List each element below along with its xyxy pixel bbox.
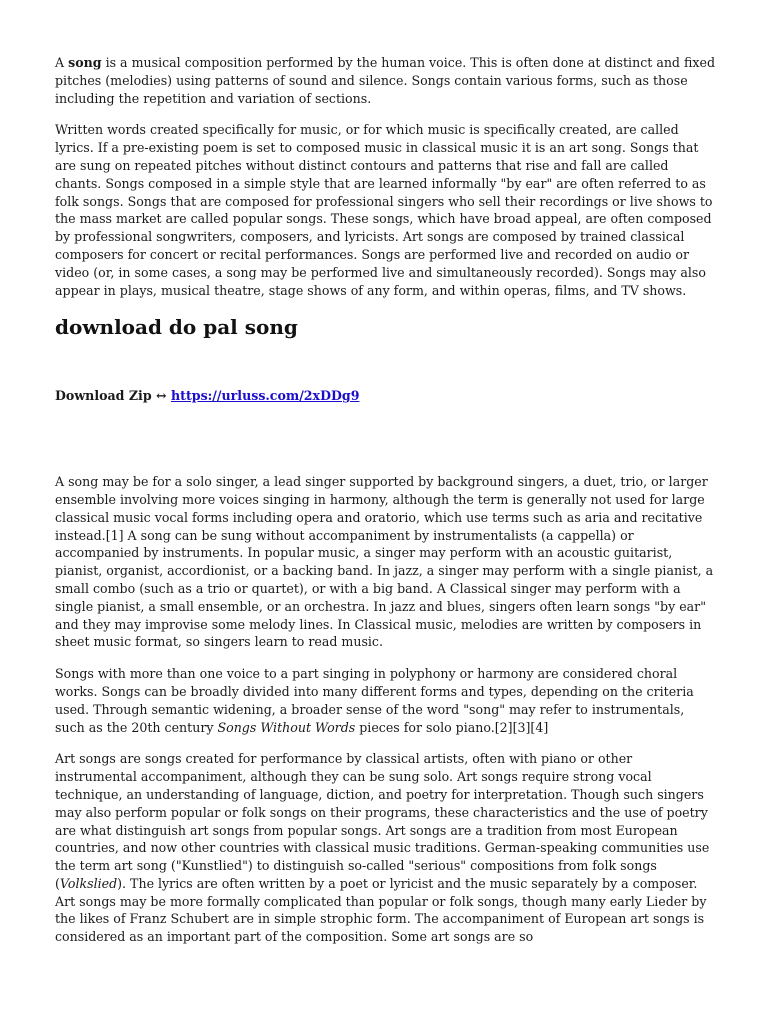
intro-rest: is a musical composition performed by the human voice. This is often done at distinct and fixed pitches (melodies) using patterns of sound and silence. Songs contain various forms, such as those including the repetition and variation of sections. [55,55,716,106]
download-link[interactable]: https://urluss.com/2xDDg9 [170,388,360,404]
intro-paragraph [55,54,717,107]
download-label: Download Zip ↔ [55,388,171,404]
art-songs-italic-term: Volkslied [59,875,118,891]
choral-italic-title: Songs Without Words [217,719,356,735]
document-body [55,54,717,946]
intro-term: song [68,55,102,70]
choral-paragraph [55,665,717,736]
choral-text-before: Songs with more than one voice to a part singing in polyphony or harmony are considered choral works. Songs can be broadly divided into many different forms and types, depending on the criteria used. Through semantic widening, a broader sense of the word "song" may refer to instrumentals, such as the 20th century [55,666,694,735]
lyrics-paragraph: Written words created specifically for music, or for which music is specifically created, are called lyrics. If a pre-existing poem is set to composed music in classical music it is an art song. Songs that are sung on repeated pitches without distinct contours and patterns that rise and fall are called chants. Songs composed in a simple style that are learned informally "by ear" are often referred to as folk songs. Songs that are composed for professional singers who sell their recordings or live shows to the mass market are called popular songs. These songs, which have broad appeal, are often composed by professional songwriters, composers, and lyricists. Art songs are composed by trained classical composers for concert or recital performances. Songs are performed live and recorded on audio or video (or, in some cases, a song may be performed live and simultaneously recorded). Songs may also appear in plays, musical theatre, stage shows of any form, and within operas, films, and TV shows. [55,122,713,298]
art-songs-text-after: ). The lyrics are often written by a poet or lyricist and the music separately by a composer. Art songs may be more formally complicated than popular or folk songs, though many early Lieder by the likes of Franz Schubert are in simple strophic form. The accompaniment of European art songs is considered as an important part of the composition. Some art songs are so [55,875,707,945]
art-songs-text-before: Art songs are songs created for performance by classical artists, often with piano or other instrumental accompaniment, although they can be sung solo. Art songs require strong vocal technique, an understanding of language, diction, and poetry for interpretation. Though such singers may also perform popular or folk songs on their programs, these characteristics and the use of poetry are what distinguish art songs from popular songs. Art songs are a tradition from most European countries, and now other countries with classical music traditions. German-speaking communities use the term art song ("Kunstlied") to distinguish so-called "serious" compositions from folk songs ( [55,751,710,891]
art-songs-paragraph [55,750,717,946]
intro-prefix: A [55,55,69,70]
choral-text-after: pieces for solo piano.[2][3][4] [355,719,549,735]
download-line [55,387,717,405]
performers-paragraph: A song may be for a solo singer, a lead singer supported by background singers, a duet, trio, or larger ensemble involving more voices singing in harmony, although the term is generally not used for large classical music vocal forms including opera and oratorio, which use terms such as aria and recitative instead.[1] A song can be sung without accompaniment by instrumentalists (a cappella) or accompanied by instruments. In popular music, a singer may perform with an acoustic guitarist, pianist, organist, accordionist, or a backing band. In jazz, a singer may perform with a single pianist, a small combo (such as a trio or quartet), or with a big band. A Classical singer may perform with a single pianist, a small ensemble, or an orchestra. In jazz and blues, singers often learn songs "by ear" and they may improvise some melody lines. In Classical music, melodies are written by composers in sheet music format, so singers learn to read music. [55,474,714,650]
page-heading: download do pal song [55,315,298,340]
